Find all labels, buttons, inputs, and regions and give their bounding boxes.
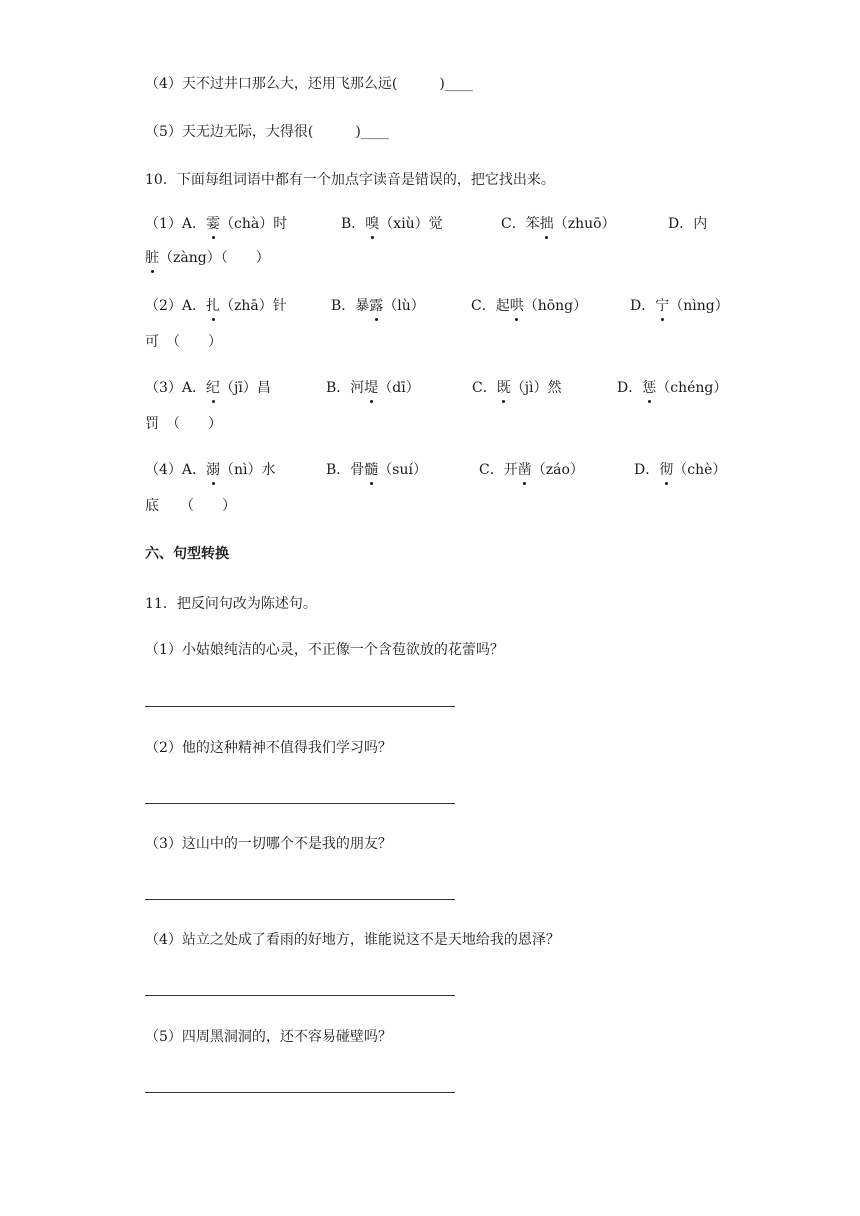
q10-g1-option-b: B．嗅（xiù）觉: [341, 216, 443, 232]
q10-g4-option-c: C．开凿（záo）: [479, 462, 584, 478]
q10-g1-option-d: D．内: [668, 216, 708, 232]
q11-answer-line-3[interactable]: [145, 899, 455, 900]
q11-answer-line-2[interactable]: [145, 803, 455, 804]
q10-g4-option-d: D．彻（chè）: [634, 462, 727, 478]
q10-g1-continuation: 脏（zàng）（ ）: [145, 250, 270, 266]
q11-answer-line-1[interactable]: [145, 706, 455, 707]
question-10-title: 10．下面每组词语中都有一个加点字读音是错误的，把它找出来。: [145, 172, 555, 188]
q10-g2-option-d: D．宁（nìng）: [630, 298, 729, 314]
q11-answer-line-4[interactable]: [145, 995, 455, 996]
q11-item-3: （3）这山中的一切哪个不是我的朋友？: [145, 836, 392, 852]
q10-g1-option-a: （1）A．霎（chà）时: [145, 216, 288, 232]
q11-item-4: （4）站立之处成了看雨的好地方，谁能说这不是天地给我的恩泽？: [145, 932, 560, 948]
q10-g2-option-b: B．暴露（lù）: [331, 298, 425, 314]
q10-g2-option-c: C．起哄（hōng）: [471, 298, 588, 314]
question-11-title: 11．把反问句改为陈述句。: [145, 596, 317, 612]
q11-item-5: （5）四周黑洞洞的，还不容易碰壁吗？: [145, 1029, 392, 1045]
q10-g3-option-c: C．既（jì）然: [472, 380, 562, 396]
question-9-item-4: （4）天不过井口那么大，还用飞那么远( )____: [145, 76, 473, 92]
q11-item-1: （1）小姑娘纯洁的心灵，不正像一个含苞欲放的花蕾吗？: [145, 642, 504, 658]
q11-answer-line-5[interactable]: [145, 1092, 455, 1093]
q10-g3-option-b: B．河堤（dī）: [326, 380, 420, 396]
q10-g3-option-d: D．惩（chéng）: [617, 380, 728, 396]
q10-g4-continuation: 底 （ ）: [145, 498, 236, 514]
q11-item-2: （2）他的这种精神不值得我们学习吗？: [145, 740, 392, 756]
section-6-heading: 六、句型转换: [145, 546, 229, 562]
question-9-item-5: （5）天无边无际，大得很( )____: [145, 124, 389, 140]
q10-g3-option-a: （3）A．纪（jī）昌: [145, 380, 271, 396]
q10-g1-option-c: C．笨拙（zhuō）: [501, 216, 616, 232]
q10-g4-option-a: （4）A．溺（nì）水: [145, 462, 276, 478]
q10-g4-option-b: B．骨髓（suí）: [326, 462, 427, 478]
q10-g3-continuation: 罚 （ ）: [145, 416, 222, 432]
q10-g2-option-a: （2）A．扎（zhā）针: [145, 298, 287, 314]
q10-g2-continuation: 可 （ ）: [145, 334, 222, 350]
